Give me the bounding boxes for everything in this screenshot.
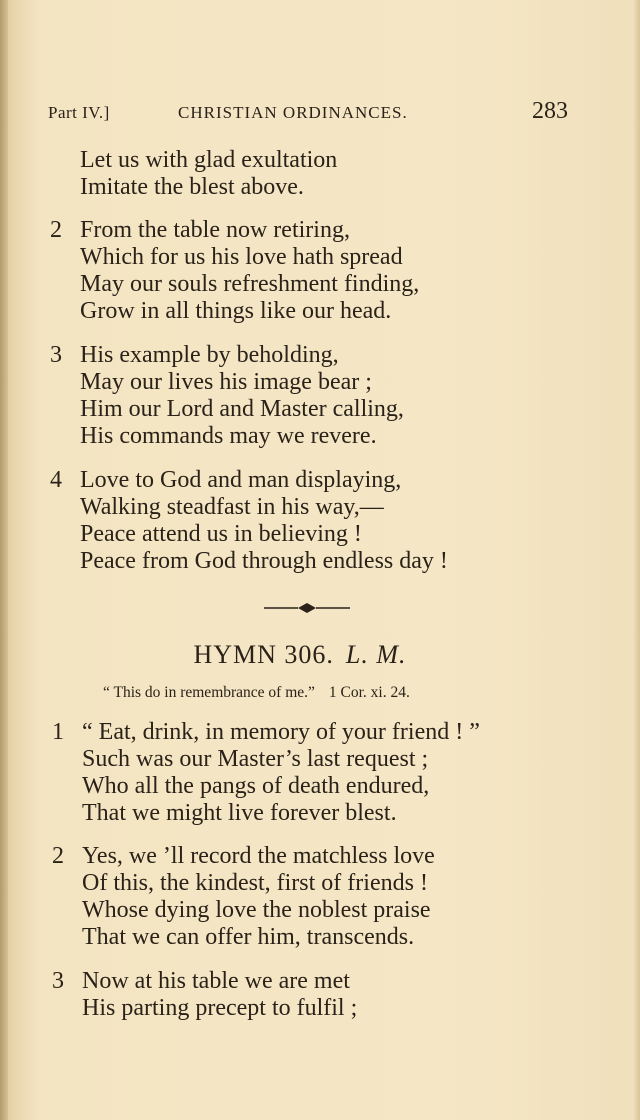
epigraph-reference: 1 Cor. xi. 24.	[328, 684, 410, 701]
verse-line: His parting precept to fulfil ;	[82, 995, 358, 1021]
verse-line: That we can offer him, transcends.	[82, 924, 415, 950]
verse-line: Let us with glad exultation	[80, 147, 338, 173]
running-header	[48, 98, 568, 128]
verse-line: Now at his table we are met	[82, 968, 350, 994]
verse-line: His example by beholding,	[80, 342, 339, 368]
epigraph-quote: “ This do in remembrance of me.”	[103, 684, 315, 701]
stanza-number: 2	[52, 843, 64, 869]
verse-line: Yes, we ’ll record the matchless love	[82, 843, 435, 869]
verse-line: Love to God and man displaying,	[80, 467, 402, 493]
hymn-epigraph	[103, 684, 410, 702]
verse-line: Imitate the blest above.	[80, 174, 304, 200]
verse-line: That we might live forever blest.	[82, 800, 397, 826]
verse-line: From the table now retiring,	[80, 217, 350, 243]
verse-line: Such was our Master’s last request ;	[82, 746, 429, 772]
section-divider-ornament	[262, 600, 352, 616]
hymn-meter: L. M.	[345, 640, 407, 669]
verse-line: May our lives his image bear ;	[80, 369, 372, 395]
stanza-number: 2	[50, 217, 62, 243]
page-number: 283	[532, 98, 568, 124]
verse-line: Whose dying love the noblest praise	[82, 897, 431, 923]
header-title: CHRISTIAN ORDINANCES.	[178, 103, 408, 122]
page-edge	[634, 0, 640, 1120]
verse-line: “ Eat, drink, in memory of your friend ! ”	[82, 719, 480, 745]
verse-line: May our souls refreshment finding,	[80, 271, 420, 297]
page-spine-shadow	[0, 0, 8, 1120]
verse-line: Peace attend us in believing !	[80, 521, 362, 547]
stanza-number: 4	[50, 467, 62, 493]
verse-line: Who all the pangs of death endured,	[82, 773, 430, 799]
verse-line: Of this, the kindest, first of friends !	[82, 870, 428, 896]
verse-line: Him our Lord and Master calling,	[80, 396, 404, 422]
hymn-number: HYMN 306.	[193, 640, 334, 669]
verse-line: His commands may we revere.	[80, 423, 377, 449]
hymn-title	[0, 640, 600, 670]
verse-line: Which for us his love hath spread	[80, 244, 403, 270]
header-part: Part IV.]	[48, 103, 110, 122]
verse-line: Grow in all things like our head.	[80, 298, 392, 324]
verse-line: Walking steadfast in his way,—	[80, 494, 384, 520]
stanza-number: 1	[52, 719, 64, 745]
stanza-number: 3	[50, 342, 62, 368]
stanza-number: 3	[52, 968, 64, 994]
verse-line: Peace from God through endless day !	[80, 548, 448, 574]
